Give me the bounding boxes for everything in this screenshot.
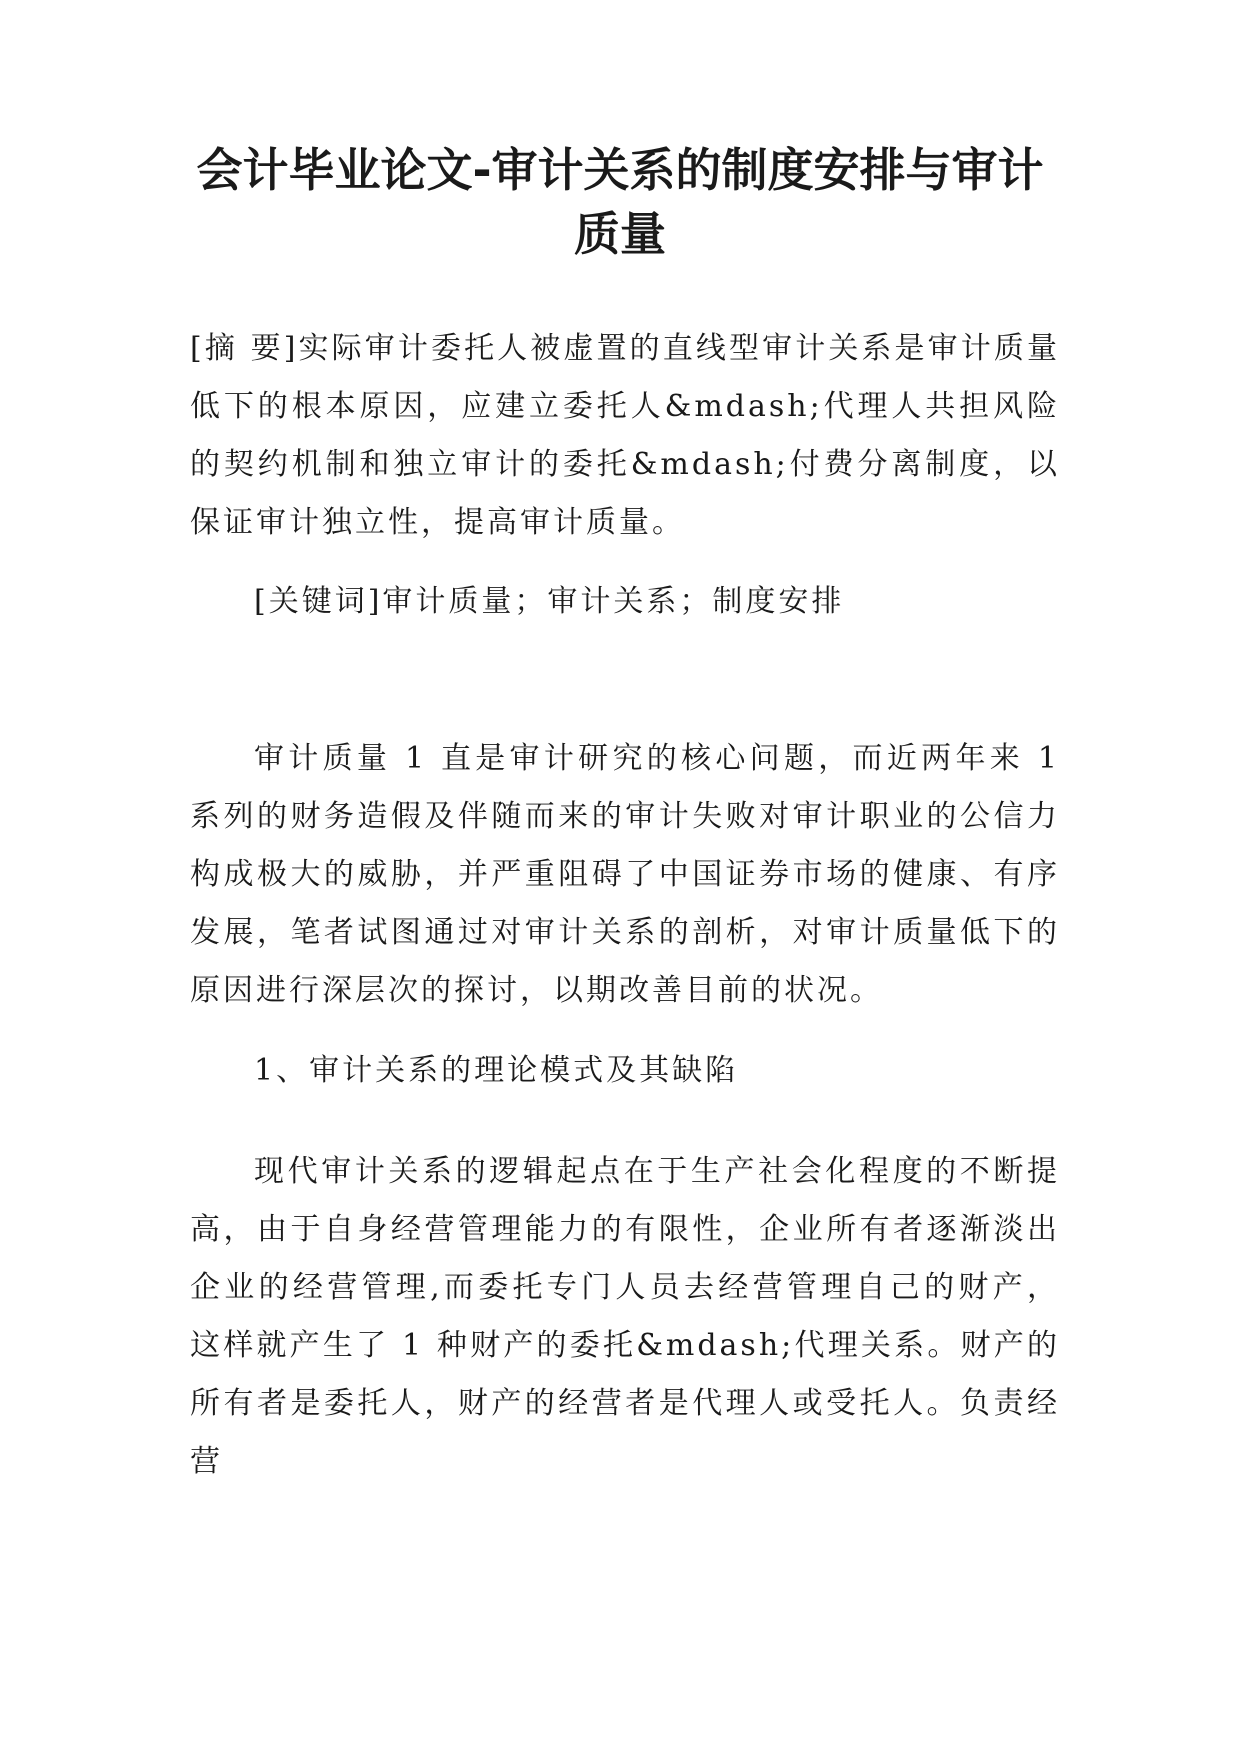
section-1-paragraph: 现代审计关系的逻辑起点在于生产社会化程度的不断提高，由于自身经营管理能力的有限性，企业所有者逐渐淡出企业的经营管理,而委托专门人员去经营管理自己的财产，这样就产生了 1 种财产的委托&mdash;代理关系。财产的所有者是委托人，财产的经营者是代理人或受托人。负责经营 xyxy=(190,1154,1060,1479)
section-1-heading: 1、审计关系的理论模式及其缺陷 xyxy=(254,1053,739,1088)
title-line-1: 会计毕业论文-审计关系的制度安排与审计 xyxy=(196,143,1044,197)
title-line-2: 质量 xyxy=(574,207,666,261)
abstract-paragraph: [摘 要]实际审计委托人被虚置的直线型审计关系是审计质量低下的根本原因，应建立委托人&mdash;代理人共担风险的契约机制和独立审计的委托&mdash;付费分离制度，以保证审计独立性，提高审计质量。 xyxy=(190,331,1060,540)
intro-paragraph: 审计质量 1 直是审计研究的核心问题，而近两年来 1 系列的财务造假及伴随而来的审计失败对审计职业的公信力构成极大的威胁，并严重阻碍了中国证券市场的健康、有序发展，笔者试图通过对审计关系的剖析，对审计质量低下的原因进行深层次的探讨，以期改善目前的状况。 xyxy=(190,741,1060,1008)
document-title xyxy=(170,138,1070,266)
keywords-paragraph: [关键词]审计质量；审计关系；制度安排 xyxy=(254,584,845,619)
